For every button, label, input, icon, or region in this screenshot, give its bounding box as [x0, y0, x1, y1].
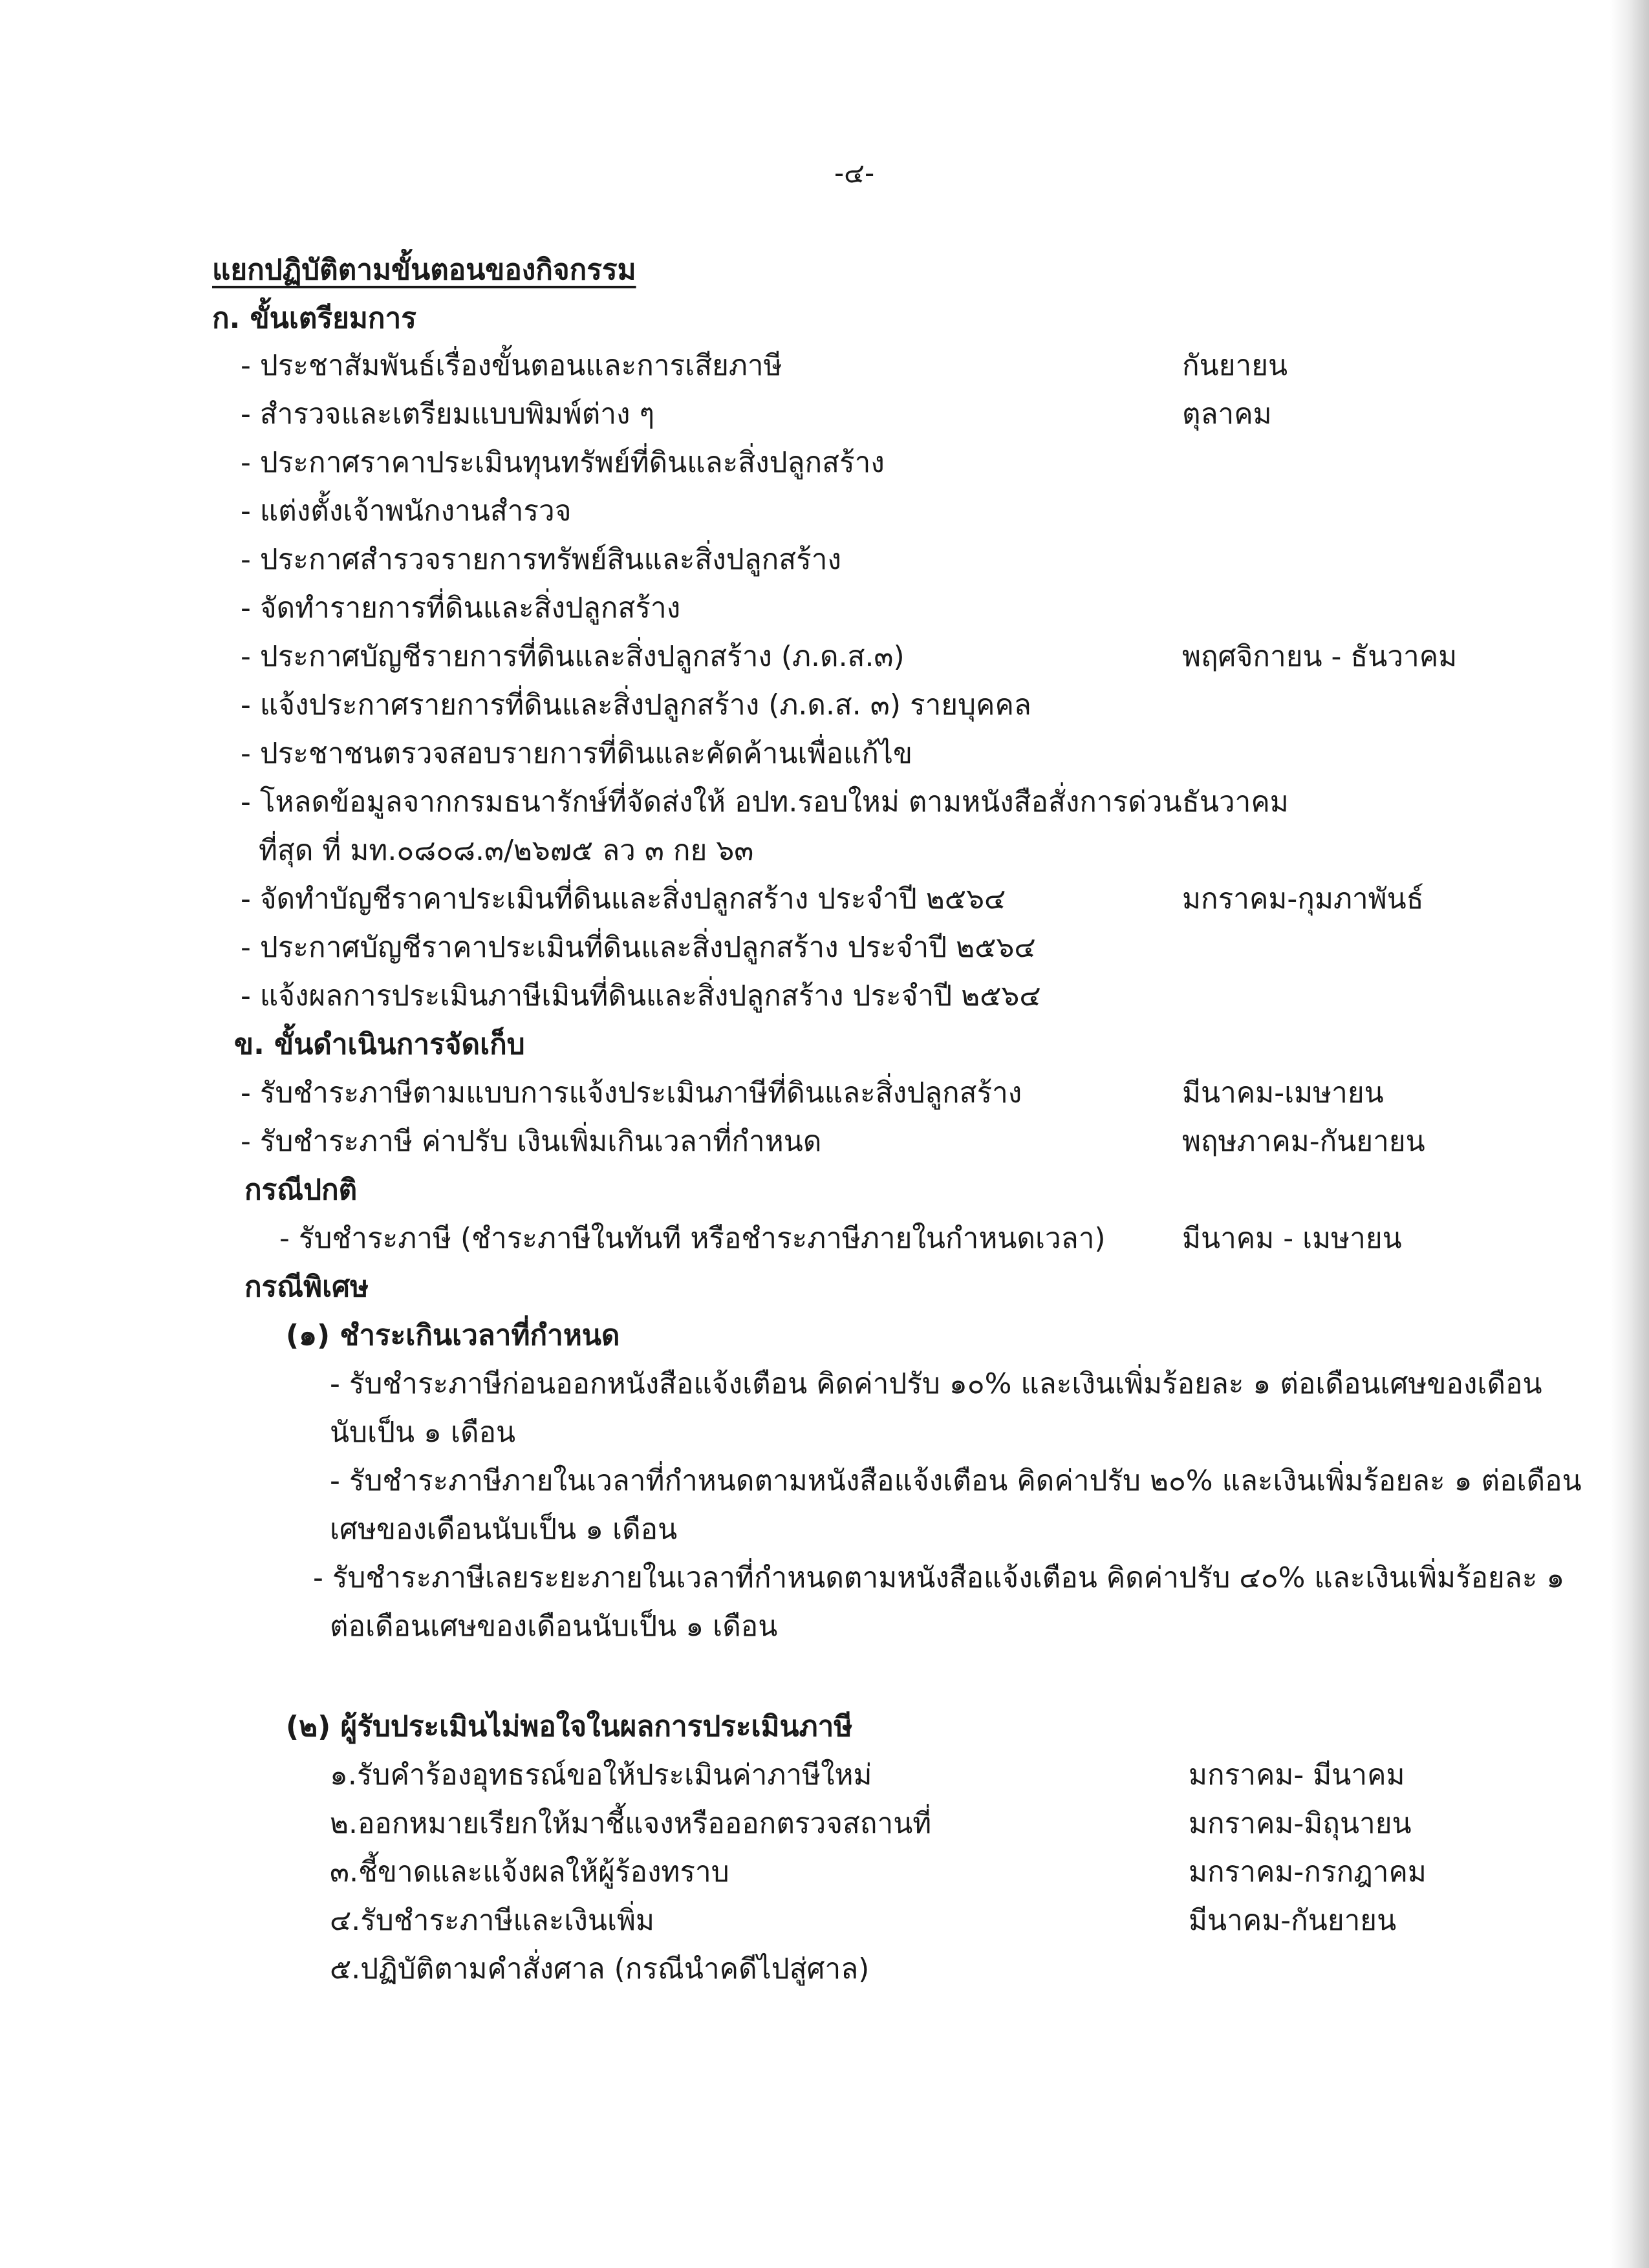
prep-item: - แจ้งประกาศรายการที่ดินและสิ่งปลูกสร้าง (ภ.ด.ส. ๓) รายบุคคล [241, 689, 1031, 722]
section-a-title: ก. ขั้นเตรียมการ [212, 302, 416, 335]
prep-item-period: ธันวาคม [1182, 786, 1289, 818]
special-case-title: กรณีพิเศษ [244, 1270, 369, 1303]
overdue-line: ต่อเดือนเศษของเดือนนับเป็น ๑ เดือน [330, 1610, 778, 1643]
prep-item: - ประกาศราคาประเมินทุนทรัพย์ที่ดินและสิ่งปลูกสร้าง [241, 446, 885, 479]
prep-item: - ประกาศสำรวจรายการทรัพย์สินและสิ่งปลูกสร้าง [241, 543, 841, 576]
prep-item: - จัดทำบัญชีราคาประเมินที่ดินและสิ่งปลูกสร้าง ประจำปี ๒๕๖๔ [241, 883, 1006, 915]
prep-item-period: พฤศจิกายน - ธันวาคม [1182, 640, 1458, 673]
dissatisfied-title: (๒) ผู้รับประเมินไม่พอใจในผลการประเมินภาษี [286, 1710, 853, 1743]
prep-item-period: ตุลาคม [1182, 398, 1272, 431]
prep-item: - ประชาชนตรวจสอบรายการที่ดินและคัดค้านเพื่อแก้ไข [241, 737, 913, 770]
page-number: -๔- [834, 157, 875, 189]
appeal-step-period: มกราคม-กรกฎาคม [1189, 1856, 1427, 1888]
overdue-line: - รับชำระภาษีก่อนออกหนังสือแจ้งเตือน คิดค่าปรับ ๑๐% และเงินเพิ่มร้อยละ ๑ ต่อเดือนเศษของเดือน [330, 1367, 1542, 1400]
normal-case-period: มีนาคม - เมษายน [1182, 1222, 1402, 1255]
collect-item: - รับชำระภาษี ค่าปรับ เงินเพิ่มเกินเวลาที่กำหนด [241, 1125, 822, 1158]
prep-item-period: กันยายน [1182, 349, 1288, 382]
prep-item: - ประชาสัมพันธ์เรื่องขั้นตอนและการเสียภาษี [241, 349, 782, 382]
prep-item-continuation: ที่สุด ที่ มท.๐๘๐๘.๓/๒๖๗๕ ลว ๓ กย ๖๓ [259, 834, 754, 867]
document-heading: แยกปฏิบัติตามขั้นตอนของกิจกรรม [212, 253, 636, 286]
appeal-step: ๑.รับคำร้องอุทธรณ์ขอให้ประเมินค่าภาษีใหม่ [330, 1759, 872, 1792]
prep-item: - โหลดข้อมูลจากกรมธนารักษ์ที่จัดส่งให้ อปท.รอบใหม่ ตามหนังสือสั่งการด่วน [241, 786, 1182, 818]
appeal-step: ๔.รับชำระภาษีและเงินเพิ่ม [330, 1904, 655, 1937]
appeal-step-period: มกราคม- มีนาคม [1189, 1759, 1405, 1792]
section-b-title: ข. ขั้นดำเนินการจัดเก็บ [234, 1028, 525, 1061]
overdue-line: - รับชำระภาษีภายในเวลาที่กำหนดตามหนังสือแจ้งเตือน คิดค่าปรับ ๒๐% และเงินเพิ่มร้อยละ ๑ ต่อเดือน [330, 1464, 1582, 1497]
overdue-line: - รับชำระภาษีเลยระยะภายในเวลาที่กำหนดตามหนังสือแจ้งเตือน คิดค่าปรับ ๔๐% และเงินเพิ่มร้อยละ ๑ [313, 1561, 1565, 1594]
overdue-title: (๑) ชำระเกินเวลาที่กำหนด [286, 1319, 620, 1352]
appeal-step: ๒.ออกหมายเรียกให้มาชี้แจงหรือออกตรวจสถานที่ [330, 1807, 932, 1840]
appeal-step-period: มกราคม-มิถุนายน [1189, 1807, 1412, 1840]
overdue-line: เศษของเดือนนับเป็น ๑ เดือน [330, 1513, 678, 1546]
prep-item: - สำรวจและเตรียมแบบพิมพ์ต่าง ๆ [241, 398, 655, 431]
prep-item: - แจ้งผลการประเมินภาษีเมินที่ดินและสิ่งปลูกสร้าง ประจำปี ๒๕๖๔ [241, 979, 1041, 1012]
normal-case-item: - รับชำระภาษี (ชำระภาษีในทันที หรือชำระภาษีภายในกำหนดเวลา) [279, 1222, 1106, 1255]
prep-item: - ประกาศบัญชีรายการที่ดินและสิ่งปลูกสร้าง (ภ.ด.ส.๓) [241, 640, 905, 673]
collect-item: - รับชำระภาษีตามแบบการแจ้งประเมินภาษีที่ดินและสิ่งปลูกสร้าง [241, 1076, 1022, 1109]
prep-item: - แต่งตั้งเจ้าพนักงานสำรวจ [241, 495, 572, 528]
appeal-step: ๕.ปฏิบัติตามคำสั่งศาล (กรณีนำคดีไปสู่ศาล) [330, 1952, 870, 1985]
overdue-line: นับเป็น ๑ เดือน [330, 1416, 516, 1449]
prep-item: - จัดทำรายการที่ดินและสิ่งปลูกสร้าง [241, 592, 681, 625]
prep-item-period: มกราคม-กุมภาพันธ์ [1182, 883, 1424, 915]
prep-item: - ประกาศบัญชีราคาประเมินที่ดินและสิ่งปลูกสร้าง ประจำปี ๒๕๖๔ [241, 931, 1036, 964]
collect-item-period: พฤษภาคม-กันยายน [1182, 1125, 1425, 1158]
appeal-step: ๓.ชี้ขาดและแจ้งผลให้ผู้ร้องทราบ [330, 1856, 729, 1888]
collect-item-period: มีนาคม-เมษายน [1182, 1076, 1384, 1109]
appeal-step-period: มีนาคม-กันยายน [1189, 1904, 1397, 1937]
scan-page-edge [1610, 0, 1649, 2268]
normal-case-title: กรณีปกติ [244, 1173, 358, 1206]
